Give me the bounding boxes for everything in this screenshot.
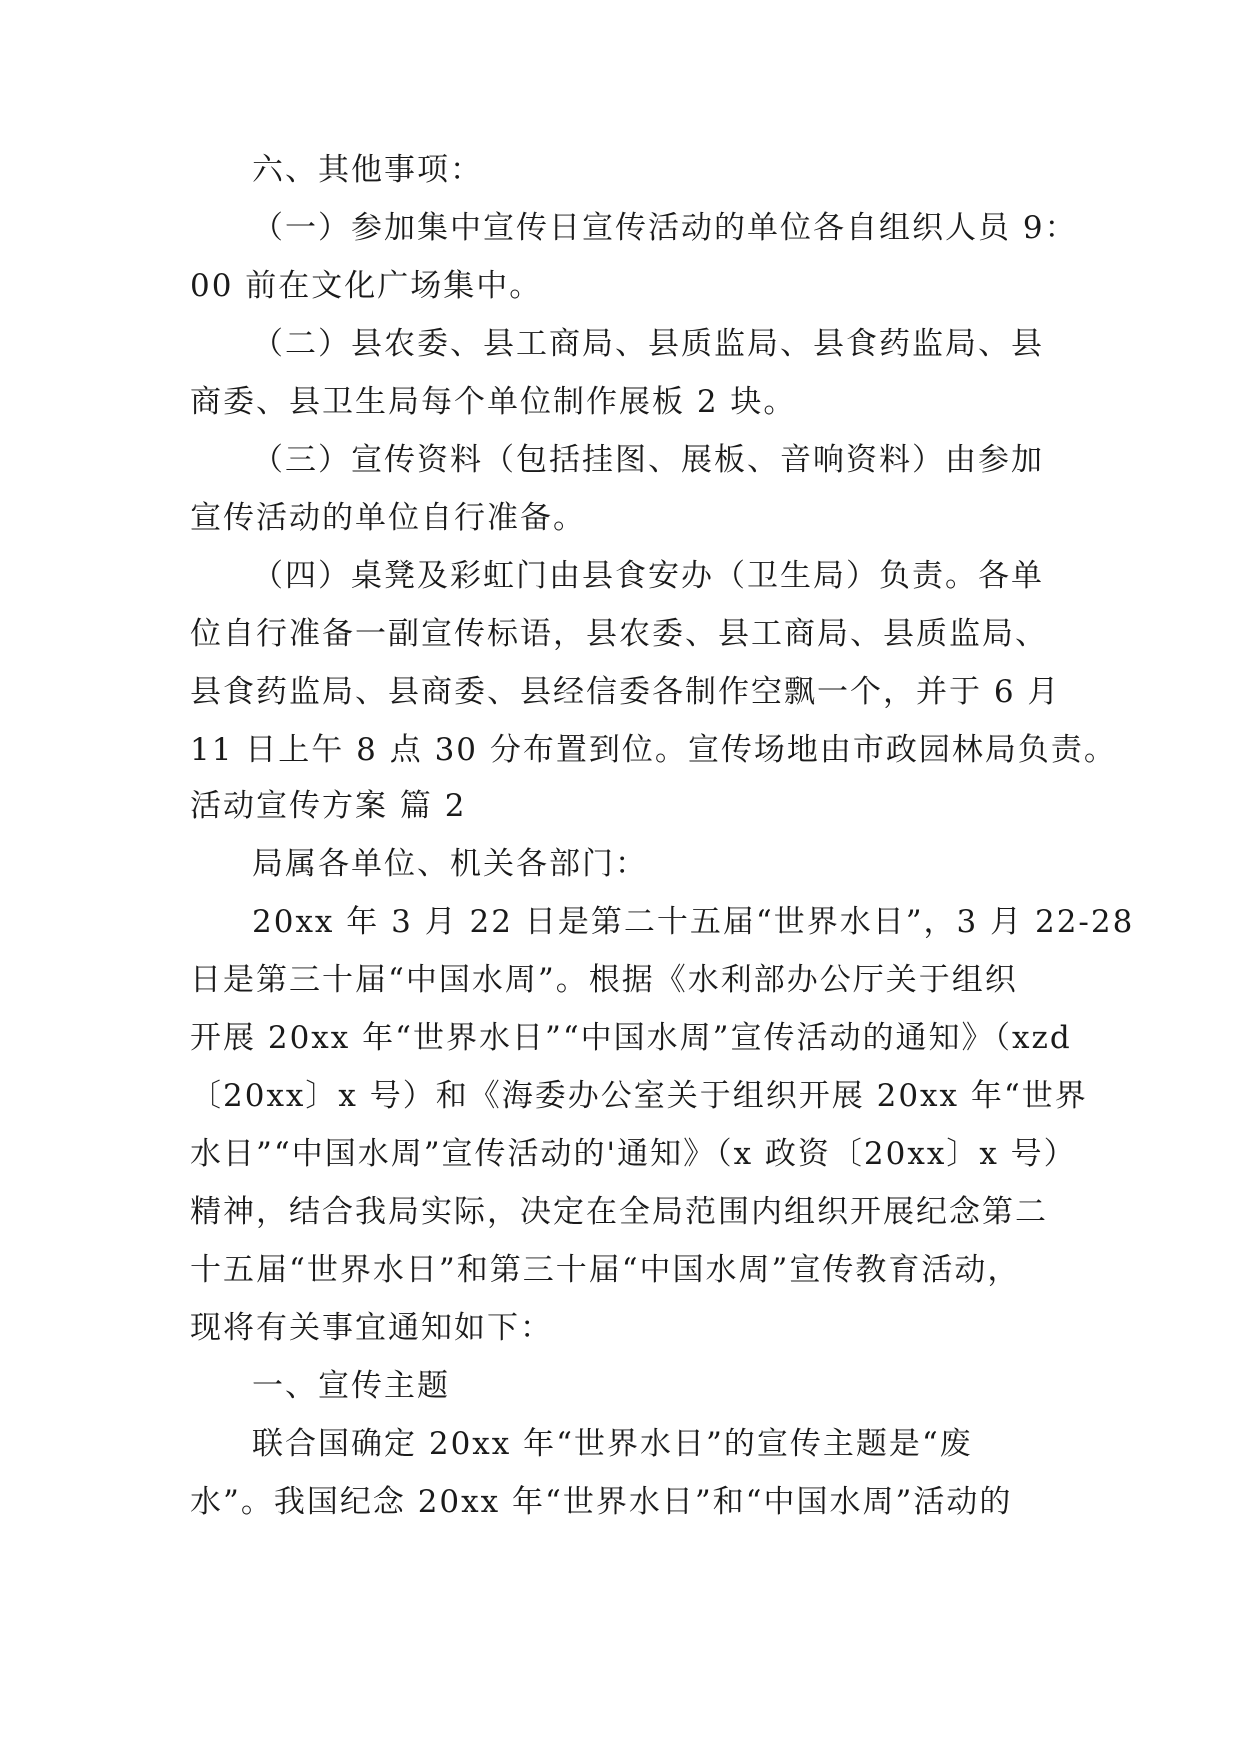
paragraph-line: 联合国确定 20xx 年“世界水日”的宣传主题是“废 (252, 1426, 973, 1462)
paragraph-line: 十五届“世界水日”和第三十届“中国水周”宣传教育活动， (190, 1252, 1021, 1288)
paragraph-line: （四）桌凳及彩虹门由县食安办（卫生局）负责。各单 (252, 558, 1044, 594)
paragraph-line: 00 前在文化广场集中。 (190, 268, 543, 304)
paragraph-line: 〔20xx〕x 号）和《海委办公室关于组织开展 20xx 年“世界 (190, 1078, 1088, 1114)
paragraph-line: 精神，结合我局实际，决定在全局范围内组织开展纪念第二 (190, 1194, 1048, 1230)
paragraph-line: 11 日上午 8 点 30 分布置到位。宣传场地由市政园林局负责。 (190, 732, 1117, 768)
salutation: 局属各单位、机关各部门： (252, 846, 648, 882)
paragraph-line: 现将有关事宜通知如下： (190, 1310, 553, 1346)
section-heading: 六、其他事项： (252, 152, 483, 188)
paragraph-line: 水”。我国纪念 20xx 年“世界水日”和“中国水周”活动的 (190, 1484, 1013, 1520)
paragraph-line: 县食药监局、县商委、县经信委各制作空飘一个，并于 6 月 (190, 674, 1061, 710)
paragraph-line: 位自行准备一副宣传标语，县农委、县工商局、县质监局、 (190, 616, 1048, 652)
paragraph-line: （二）县农委、县工商局、县质监局、县食药监局、县 (252, 326, 1044, 362)
paragraph-line: （一）参加集中宣传日宣传活动的单位各自组织人员 9： (252, 210, 1078, 246)
section-heading: 一、宣传主题 (252, 1368, 450, 1404)
paragraph-line: 20xx 年 3 月 22 日是第二十五届“世界水日”，3 月 22-28 (252, 904, 1135, 940)
paragraph-line: 商委、县卫生局每个单位制作展板 2 块。 (190, 384, 797, 420)
paragraph-line: 日是第三十届“中国水周”。根据《水利部办公厅关于组织 (190, 962, 1018, 998)
paragraph-line: 开展 20xx 年“世界水日”“中国水周”宣传活动的通知》（xzd (190, 1020, 1072, 1056)
article-title: 活动宣传方案 篇 2 (190, 788, 467, 824)
paragraph-line: （三）宣传资料（包括挂图、展板、音响资料）由参加 (252, 442, 1044, 478)
paragraph-line: 水日”“中国水周”宣传活动的'通知》（x 政资〔20xx〕x 号） (190, 1136, 1077, 1172)
paragraph-line: 宣传活动的单位自行准备。 (190, 500, 586, 536)
